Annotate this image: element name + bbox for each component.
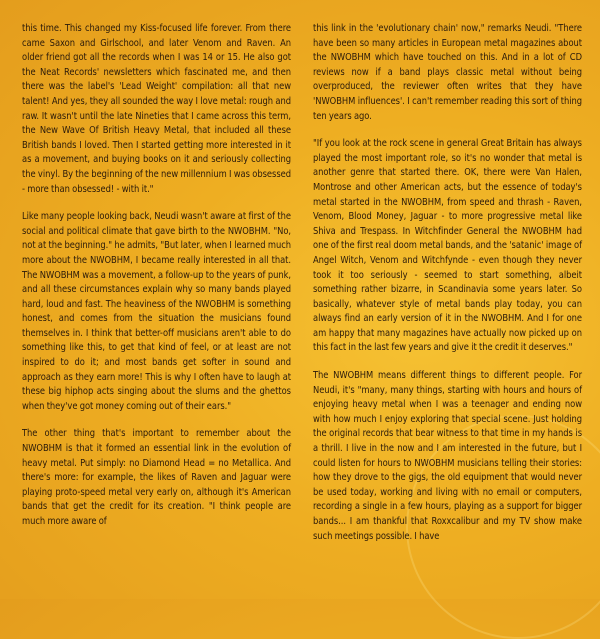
paragraph: Like many people looking back, Neudi wasn't aware at first of the social and political climate that gave birth to the NWOBHM. "No, not at the beginning." he admits, "But later, when I learned much more about the NWOBHM, I became really interested in all that. The NWOBHM was a movement, a follow-up to the years of punk, and all these circumstances explain why so many bands played hard, loud and fast. The heaviness of the NWOBHM is something honest, and comes from the situation the musicians found themselves in. I think that better-off musicians aren't able to do something like this, to get that kind of feel, or at least are not inspired to do it; and most bands get softer in sound and approach as they earn more! This is why I often have to laugh at these big hiphop acts singing about the slums and the ghettos when they've got money coming out of their ears." — [22, 211, 291, 412]
paragraph: this time. This changed my Kiss-focused life forever. From there came Saxon and Girlschool, and later Venom and Raven. An older friend got all the records when I was 14 or 15. He also got the Neat Records' newsletters which fascinated me, and then there was the label's 'Lead Weight' compilation: all that new talent! And yes, they all sounded the way I love metal: rough and raw. It wasn't until the late Nineties that I came across this term, the New Wave Of British Heavy Metal, that included all these British bands I loved. Then I started getting more interested in it as a movement, and buying books on it and seriously collecting the vinyl. By the beginning of the new millennium I was obsessed - more than obsessed! - with it." — [22, 23, 291, 195]
paragraph: The other thing that's important to remember about the NWOBHM is that it formed an essential link in the evolution of heavy metal. Put simply: no Diamond Head = no Metallica. And there's more: for example, the likes of Raven and Jaguar were playing proto-speed metal very early on, although it's American bands that get the credit for its creation. "I think people are much more aware of — [22, 428, 291, 527]
paragraph: "If you look at the rock scene in general Great Britain has always played the most important role, so it's no wonder that metal is another genre that started there. OK, there were Van Halen, Montrose and other American acts, but the essence of today's metal started in the NWOBHM, from speed and thrash - Raven, Venom, Blood Money, Jaguar - to more progressive metal like Shiva and Trespass. In Witchfinder General the NWOBHM had one of the first real doom metal bands, and the 'satanic' image of Angel Witch, Venom and Witchfynde - even though they never took it too seriously - seemed to start something, albeit something rather bizarre, in Scandinavia some years later. So basically, whatever style of metal bands play today, you can always find an early version of it in the NWOBHM. And I for one am happy that many magazines have actually now picked up on this fact in the last few years and give it the credit it deserves." — [313, 138, 582, 354]
paragraph: The NWOBHM means different things to different people. For Neudi, it's "many, many things, starting with hours and hours of enjoying heavy metal when I was a teenager and ending now with how much I enjoy exploring that special scene. Just holding the original records that bear witness to that time in my hands is a thrill. I live in the now and I am interested in the future, but I could listen for hours to NWOBHM musicians telling their stories: how they drove to the gigs, the old equipment that would never be used today, working and living with no email or computers, recording a single in a few hours, playing as a support for bigger bands... I am thankful that Roxxcalibur and my TV show make such meetings possible. I have — [313, 370, 582, 542]
right-column — [313, 22, 582, 599]
paragraph: this link in the 'evolutionary chain' now," remarks Neudi. "There have been so many articles in European metal magazines about the NWOBHM which have touched on this. And in a lot of CD reviews now if a band plays classic metal without being overproduced, the reviewer often writes that they have 'NWOBHM influences'. I can't remember reading this sort of thing ten years ago. — [313, 23, 582, 122]
left-column — [22, 22, 291, 599]
